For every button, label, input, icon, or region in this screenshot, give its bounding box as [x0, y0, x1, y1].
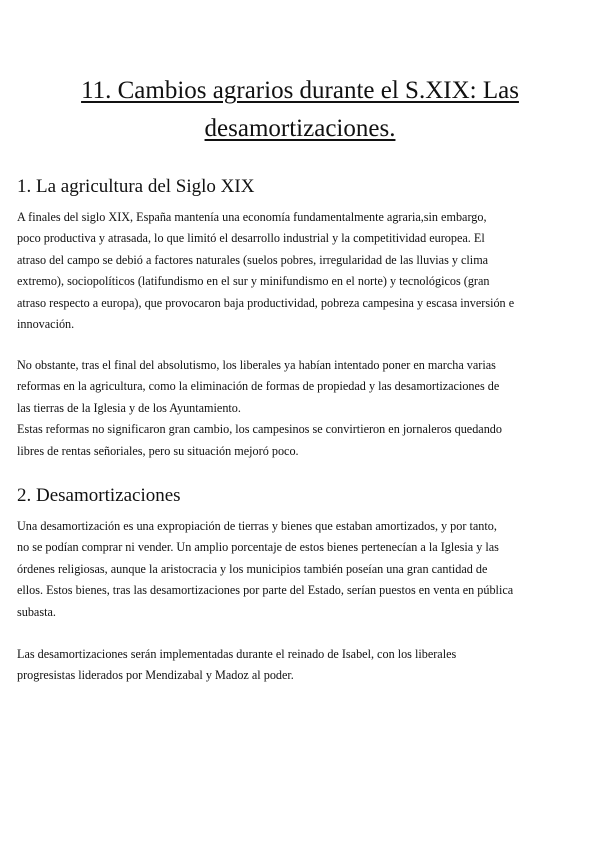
text-line: Estas reformas no significaron gran cambio, los campesinos se convirtieron en jornaleros quedando	[17, 422, 502, 437]
section-heading-desamortizaciones: 2. Desamortizaciones	[17, 485, 181, 506]
document-title	[40, 72, 560, 148]
title-line: desamortizaciones.	[204, 115, 396, 142]
paragraph-agricultura-2	[17, 355, 587, 462]
text-line: Una desamortización es una expropiación de tierras y bienes que estaban amortizados, y por tanto,	[17, 519, 497, 533]
section-heading-agricultura: 1. La agricultura del Siglo XIX	[17, 176, 255, 197]
text-line: extremo), sociopolíticos (latifundismo en el sur y minifundismo en el norte) y tecnológicos (gran	[17, 274, 490, 289]
text-line: poco productiva y atrasada, lo que limitó el desarrollo industrial y la competitividad europea. El	[17, 231, 485, 246]
paragraph-desamortizaciones-1	[17, 516, 587, 623]
text-line: reformas en la agricultura, como la eliminación de formas de propiedad y las desamortizaciones de	[17, 379, 500, 394]
text-line: A finales del siglo XIX, España mantenía una economía fundamentalmente agraria,sin embargo,	[17, 210, 487, 224]
text-line: innovación.	[17, 317, 75, 332]
paragraph-desamortizaciones-2	[17, 644, 587, 687]
text-line: las tierras de la Iglesia y de los Ayuntamiento.	[17, 400, 241, 415]
paragraph-agricultura-1	[17, 207, 587, 335]
text-line: atraso respecto a europa), que provocaron baja productividad, pobreza campesina y escasa inversión e	[17, 295, 515, 310]
text-line: atraso del campo se debió a factores naturales (suelos pobres, irregularidad de las lluvias y clima	[17, 252, 489, 267]
text-line: no se podían comprar ni vender. Un amplio porcentaje de estos bienes pertenecían a la Iglesia y las	[17, 540, 499, 555]
title-line: 11. Cambios agrarios durante el S.XIX: Las	[81, 77, 519, 104]
text-line: No obstante, tras el final del absolutismo, los liberales ya habían intentado poner en marcha varias	[17, 358, 496, 372]
text-line: progresistas liderados por Mendizabal y Madoz al poder.	[17, 668, 294, 683]
text-line: libres de rentas señoriales, pero su situación mejoró poco.	[17, 443, 299, 458]
text-line: subasta.	[17, 604, 56, 619]
text-line: órdenes religiosas, aunque la aristocracia y los municipios también poseían una gran cantidad de	[17, 561, 488, 576]
text-line: Las desamortizaciones serán implementadas durante el reinado de Isabel, con los liberales	[17, 647, 457, 661]
text-line: ellos. Estos bienes, tras las desamortizaciones por parte del Estado, serían puestos en venta en pública	[17, 583, 514, 598]
